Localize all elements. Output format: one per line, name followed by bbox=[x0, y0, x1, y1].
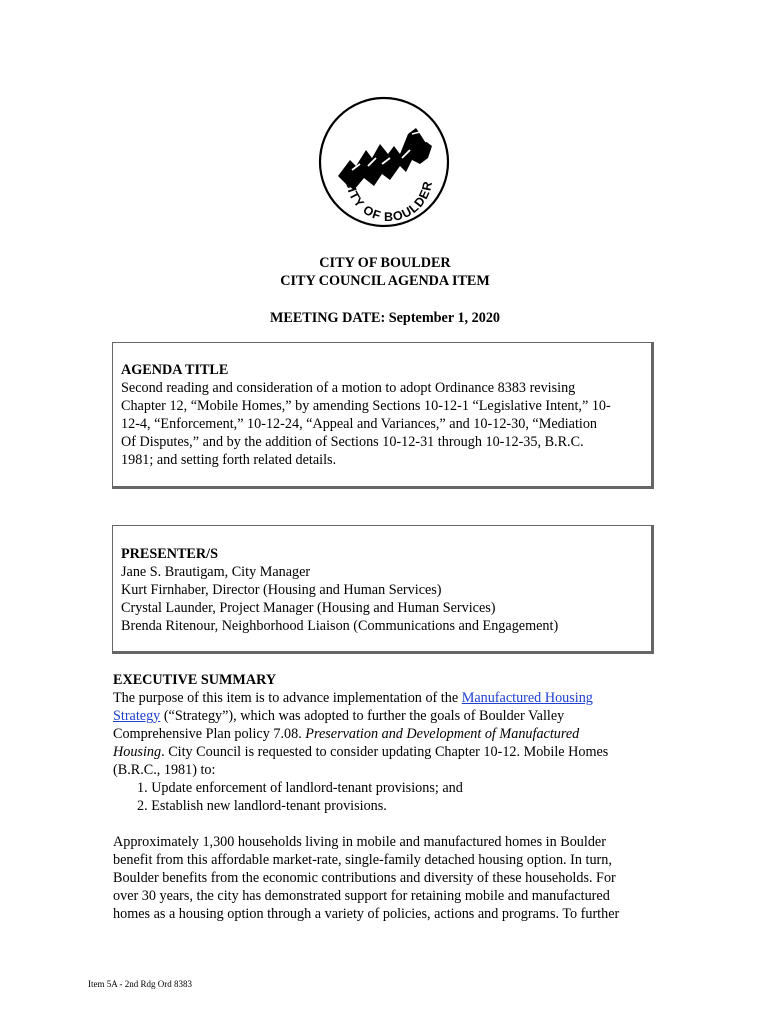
list-item: 1. Update enforcement of landlord-tenant provisions; and bbox=[137, 780, 463, 796]
presenters-heading: PRESENTER/S bbox=[121, 546, 218, 562]
meeting-date: MEETING DATE: September 1, 2020 bbox=[269, 310, 501, 326]
agenda-line: Of Disputes,” and by the addition of Sections 10-12-31 through 10-12-35, B.R.C. bbox=[121, 434, 584, 450]
summary-text: Comprehensive Plan policy 7.08. bbox=[113, 726, 306, 742]
summary-text: (“Strategy”), which was adopted to further the goals of Boulder Valley bbox=[160, 708, 565, 724]
list-item: 2. Establish new landlord-tenant provisions. bbox=[137, 798, 387, 814]
strategy-link[interactable]: Strategy bbox=[113, 708, 161, 724]
agenda-title-box bbox=[112, 342, 654, 489]
paragraph-line: Approximately 1,300 households living in mobile and manufactured homes in Boulder bbox=[113, 834, 606, 850]
agenda-line: 1981; and setting forth related details. bbox=[121, 452, 337, 468]
body-paragraph bbox=[113, 833, 663, 923]
executive-summary bbox=[113, 671, 661, 815]
policy-title: Preservation and Development of Manufactured bbox=[305, 726, 580, 742]
paragraph-line: benefit from this affordable market-rate, single-family detached housing option. In turn, bbox=[113, 852, 612, 868]
presenter-line: Crystal Launder, Project Manager (Housing and Human Services) bbox=[121, 600, 496, 616]
svg-text:CITY OF BOULDER bbox=[343, 178, 435, 224]
summary-list bbox=[113, 779, 661, 815]
agenda-line: Second reading and consideration of a motion to adopt Ordinance 8383 revising bbox=[121, 380, 576, 396]
summary-text: (B.R.C., 1981) to: bbox=[113, 762, 216, 778]
agenda-line: Chapter 12, “Mobile Homes,” by amending Sections 10-12-1 “Legislative Intent,” 10- bbox=[121, 398, 611, 414]
presenters-box bbox=[112, 525, 654, 654]
presenter-line: Kurt Firnhaber, Director (Housing and Human Services) bbox=[121, 582, 442, 598]
seal-text: CITY OF BOULDER bbox=[342, 178, 436, 225]
paragraph-line: Boulder benefits from the economic contributions and diversity of these households. For bbox=[113, 870, 616, 886]
page-footer: Item 5A - 2nd Rdg Ord 8383 bbox=[88, 979, 192, 989]
presenter-line: Brenda Ritenour, Neighborhood Liaison (Communications and Engagement) bbox=[121, 618, 559, 634]
paragraph-line: over 30 years, the city has demonstrated support for retaining mobile and manufactured bbox=[113, 888, 610, 904]
agenda-line: 12-4, “Enforcement,” 10-12-24, “Appeal and Variances,” and 10-12-30, “Mediation bbox=[121, 416, 598, 432]
manufactured-housing-link[interactable]: Manufactured Housing bbox=[461, 690, 593, 706]
header-agenda-item: CITY COUNCIL AGENDA ITEM bbox=[280, 273, 490, 289]
policy-title: Housing bbox=[113, 744, 162, 760]
summary-text: The purpose of this item is to advance implementation of the bbox=[113, 690, 462, 706]
agenda-title-heading: AGENDA TITLE bbox=[121, 362, 229, 378]
paragraph-line: homes as a housing option through a variety of policies, actions and programs. To further bbox=[113, 906, 620, 922]
summary-text: . City Council is requested to consider updating Chapter 10-12. Mobile Homes bbox=[161, 744, 609, 760]
executive-summary-heading: EXECUTIVE SUMMARY bbox=[113, 672, 277, 688]
city-of-boulder-seal bbox=[316, 94, 452, 230]
presenter-line: Jane S. Brautigam, City Manager bbox=[121, 564, 311, 580]
header-city: CITY OF BOULDER bbox=[319, 255, 451, 271]
